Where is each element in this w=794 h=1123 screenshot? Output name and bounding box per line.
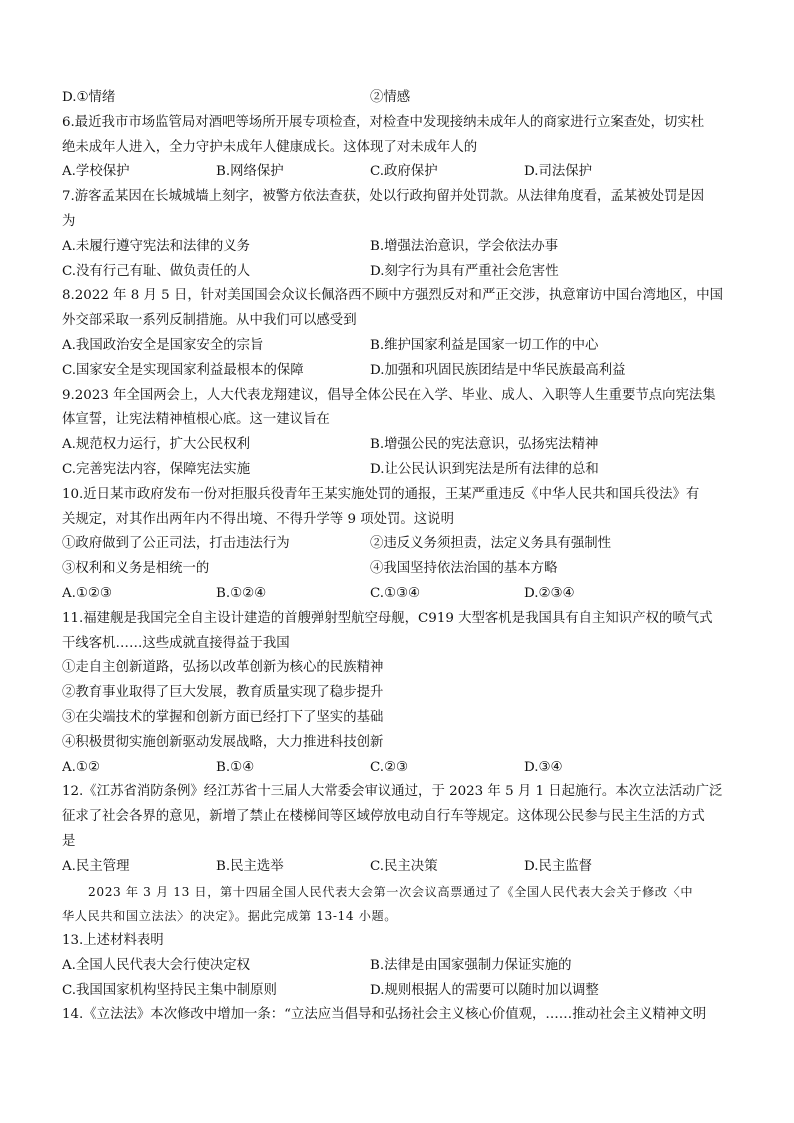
option-b: B.增强法治意识，学会依法办事 [370, 238, 559, 254]
option-a: A.规范权力运行，扩大公民权利 [62, 437, 251, 453]
options-row [62, 235, 738, 260]
question-stem: 6.最近我市市场监管局对酒吧等场所开展专项检查，对检查中发现接纳未成年人的商家进行立案查处，切实杜 [62, 114, 705, 130]
statement-2: ②教育事业取得了巨大发展，教育质量实现了稳步提升 [62, 685, 384, 701]
question-6 [62, 111, 738, 185]
question-stem: 为 [62, 213, 76, 229]
statements-row [62, 532, 738, 557]
option-b: B.民主选举 [216, 858, 284, 874]
question-stem: 13.上述材料表明 [62, 933, 164, 949]
option-d: D.让公民认识到宪法是所有法律的总和 [370, 461, 599, 477]
option-c: C.没有行己有耻、做负责任的人 [62, 263, 251, 279]
option-c: C.①③④ [370, 585, 421, 601]
q5-options-tail [62, 86, 738, 111]
statement-4: ④积极贯彻实施创新驱动发展战略，大力推进科技创新 [62, 734, 384, 750]
material-line: 2023 年 3 月 13 日，第十四届全国人民代表大会第一次会议高票通过了《全国人民代表大会关于修改〈中 [88, 884, 694, 899]
options-row [62, 979, 738, 1004]
question-stem: 绝未成年人进入，全力守护未成年人健康成长。这体现了对未成年人的 [62, 139, 478, 155]
option-d-second: ②情感 [370, 90, 411, 105]
question-11 [62, 607, 738, 781]
question-9 [62, 384, 738, 483]
option-b: B.法律是由国家强制力保证实施的 [370, 957, 572, 973]
option-c: C.完善宪法内容，保障宪法实施 [62, 461, 251, 477]
statements-row [62, 557, 738, 582]
options-row [62, 334, 738, 359]
options-row [62, 954, 738, 979]
question-8 [62, 284, 738, 383]
material-passage [62, 880, 738, 930]
option-c: C.国家安全是实现国家利益最根本的保障 [62, 362, 304, 378]
question-stem: 干线客机……这些成就直接得益于我国 [62, 635, 290, 651]
question-14 [62, 1003, 738, 1028]
options-row [62, 582, 738, 607]
question-12 [62, 780, 738, 879]
option-d: D.民主监督 [524, 858, 593, 874]
option-a: A.未履行遵守宪法和法律的义务 [62, 238, 251, 254]
options-row [62, 433, 738, 458]
option-d: D.③④ [524, 759, 563, 775]
options-row [62, 359, 738, 384]
statement-1: ①政府做到了公正司法，打击违法行为 [62, 536, 290, 552]
option-d: D.②③④ [524, 585, 575, 601]
statement-4: ④我国坚持依法治国的基本方略 [370, 561, 558, 577]
options-row [62, 260, 738, 285]
option-a: A.①②③ [62, 585, 112, 601]
question-stem: 7.游客孟某因在长城城墙上刻字，被警方依法查获，处以行政拘留并处罚款。从法律角度看，孟某被处罚是因 [62, 189, 705, 205]
option-d: D.规则根据人的需要可以随时加以调整 [370, 982, 599, 998]
question-stem: 12.《江苏省消防条例》经江苏省十三届人大常委会审议通过，于 2023 年 5 月 1 日起施行。本次立法活动广泛 [62, 784, 723, 800]
options-row [62, 855, 738, 880]
options-row [62, 458, 738, 483]
option-b: B.①②④ [216, 585, 267, 601]
question-stem: 10.近日某市政府发布一份对拒服兵役青年王某实施处罚的通报，王某严重违反《中华人民共和国兵役法》有 [62, 486, 700, 502]
options-row [62, 756, 738, 781]
option-b: B.增强公民的宪法意识，弘扬宪法精神 [370, 437, 599, 453]
option-b: B.①④ [216, 759, 255, 775]
question-stem: 征求了社会各界的意见，新增了禁止在楼梯间等区域停放电动自行车等规定。这体现公民参与民主生活的方式 [62, 809, 705, 825]
material-line: 华人民共和国立法法〉的决定》。据此完成第 13-14 小题。 [62, 909, 398, 924]
question-10 [62, 483, 738, 607]
question-13 [62, 929, 738, 1003]
statement-2: ②违反义务须担责，法定义务具有强制性 [370, 536, 612, 552]
question-stem: 14.《立法法》本次修改中增加一条：“立法应当倡导和弘扬社会主义核心价值观，……推动社会主义精神文明 [62, 1007, 707, 1023]
question-stem: 关规定，对其作出两年内不得出境、不得升学等 9 项处罚。这说明 [62, 511, 454, 527]
option-c: C.政府保护 [370, 164, 438, 180]
option-a: A.我国政治安全是国家安全的宗旨 [62, 337, 264, 353]
option-b: B.网络保护 [216, 164, 284, 180]
question-stem: 外交部采取一系列反制措施。从中我们可以感受到 [62, 313, 357, 329]
option-a: A.民主管理 [62, 858, 130, 874]
question-stem: 9.2023 年全国两会上，人大代表龙翔建议，倡导全体公民在入学、毕业、成人、入职等人生重要节点向宪法集 [62, 387, 716, 403]
option-c: C.②③ [370, 759, 409, 775]
option-b: B.维护国家利益是国家一切工作的中心 [370, 337, 599, 353]
option-c: C.我国国家机构坚持民主集中制原则 [62, 982, 277, 998]
option-d: D.刻字行为具有严重社会危害性 [370, 263, 559, 279]
question-7 [62, 185, 738, 284]
option-d: D.加强和巩固民族团结是中华民族最高利益 [370, 362, 626, 378]
statement-3: ③在尖端技术的掌握和创新方面已经打下了坚实的基础 [62, 709, 384, 725]
statement-3: ③权利和义务是相统一的 [62, 561, 210, 577]
exam-page [62, 86, 738, 1028]
question-stem: 8.2022 年 8 月 5 日，针对美国国会众议长佩洛西不顾中方强烈反对和严正交涉，执意窜访中国台湾地区，中国 [62, 288, 723, 304]
options-row [62, 160, 738, 185]
option-a: A.①② [62, 759, 100, 775]
statement-1: ①走自主创新道路，弘扬以改革创新为核心的民族精神 [62, 660, 384, 676]
option-a: A.全国人民代表大会行使决定权 [62, 957, 251, 973]
question-stem: 11.福建舰是我国完全自主设计建造的首艘弹射型航空母舰，C919 大型客机是我国具有自主知识产权的喷气式 [62, 610, 713, 626]
question-stem: 是 [62, 833, 76, 849]
option-a: A.学校保护 [62, 164, 130, 180]
option-d: D.①情绪 [62, 90, 116, 105]
option-d: D.司法保护 [524, 164, 593, 180]
question-stem: 体宣誓，让宪法精神植根心底。这一建议旨在 [62, 412, 330, 428]
option-c: C.民主决策 [370, 858, 438, 874]
